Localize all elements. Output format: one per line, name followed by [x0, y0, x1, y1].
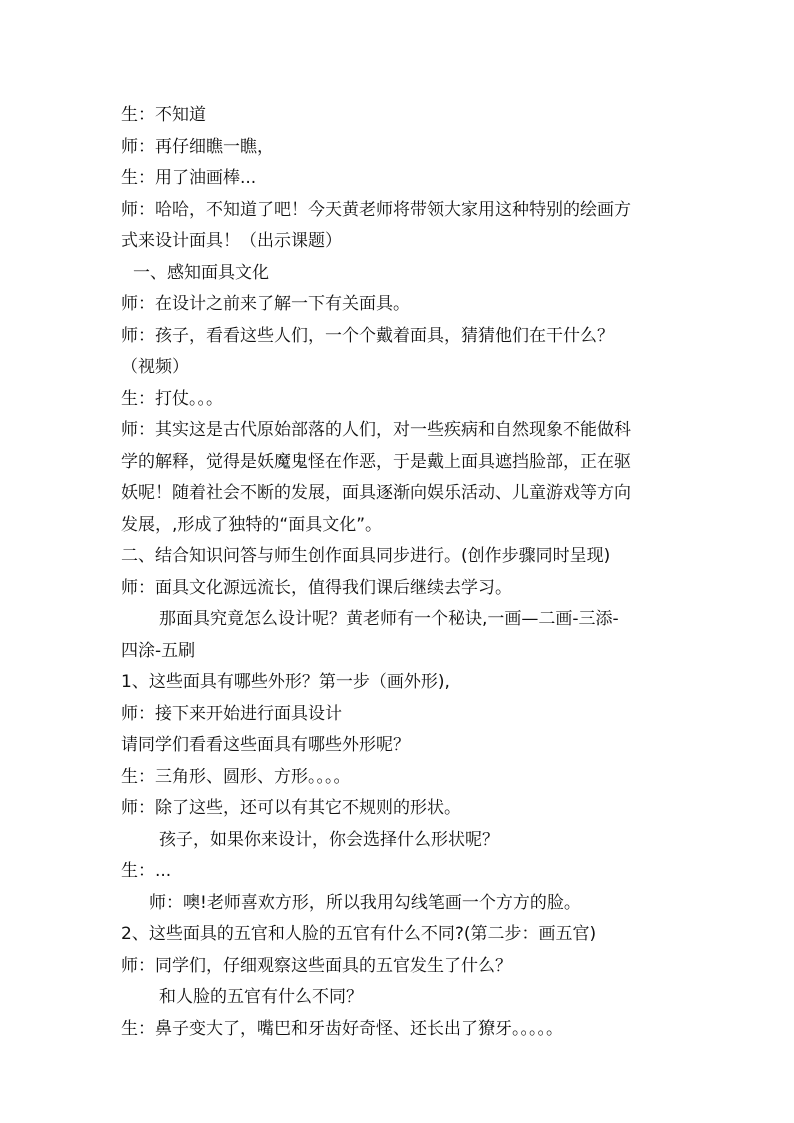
text-line: 四涂-五刷: [121, 640, 196, 661]
text-line: 师：面具文化源远流长，值得我们课后继续去学习。: [121, 577, 512, 598]
text-line: 孩子，如果你来设计，你会选择什么形状呢？: [159, 829, 499, 850]
text-line: 那面具究竟怎么设计呢？黄老师有一个秘诀,一画—二画-三添-: [159, 609, 619, 629]
section-heading: 一、感知面具文化: [133, 262, 269, 283]
text-line: 师：噢!老师喜欢方形，所以我用勾线笔画一个方方的脸。: [149, 892, 581, 913]
text-line: 和人脸的五官有什么不同？: [159, 987, 363, 1007]
text-line: 发展，,形成了独特的“面具文化”。: [121, 514, 383, 535]
text-line: 师：孩子，看看这些人们，一个个戴着面具，猜猜他们在干什么？: [121, 325, 614, 346]
text-line: 生：打仗。。。: [121, 388, 223, 409]
text-line: 式来设计面具！（出示课题）: [121, 231, 342, 251]
text-line: 学的解释，觉得是妖魔鬼怪在作恶，于是戴上面具遮挡脸部，正在驱: [121, 451, 631, 472]
text-line: 1、这些面具有哪些外形？第一步（画外形),: [121, 672, 450, 692]
text-line: 师：哈哈，不知道了吧！今天黄老师将带领大家用这种特别的绘画方: [121, 199, 631, 220]
text-line: 生：不知道: [121, 105, 206, 125]
text-line: 生：鼻子变大了，嘴巴和牙齿好奇怪、还长出了獠牙。。。。。: [121, 1018, 563, 1039]
section-heading: 二、结合知识问答与师生创作面具同步进行。(创作步骤同时呈现): [121, 546, 611, 566]
text-line: 请同学们看看这些面具有哪些外形呢？: [121, 735, 410, 755]
text-line: 生：用了油画棒...: [121, 168, 257, 188]
text-line: 师：除了这些，还可以有其它不规则的形状。: [121, 798, 461, 818]
text-line: 师：同学们，仔细观察这些面具的五官发生了什么？: [121, 955, 512, 976]
document-body: [121, 100, 681, 1045]
text-line: 生：三角形、圆形、方形。。。。: [121, 766, 351, 787]
text-line: 师：其实这是古代原始部落的人们，对一些疾病和自然现象不能做科: [121, 420, 631, 440]
text-line: 师：在设计之前来了解一下有关面具。: [121, 294, 410, 314]
text-line: （视频）: [121, 357, 189, 377]
text-line: 生：...: [121, 861, 172, 881]
text-line: 妖呢！随着社会不断的发展，面具逐渐向娱乐活动、儿童游戏等方向: [121, 483, 631, 503]
text-line: 师：再仔细瞧一瞧，: [121, 136, 274, 157]
text-line: 师：接下来开始进行面具设计: [121, 703, 342, 724]
text-line: 2、这些面具的五官和人脸的五官有什么不同?(第二步：画五官): [121, 924, 597, 944]
